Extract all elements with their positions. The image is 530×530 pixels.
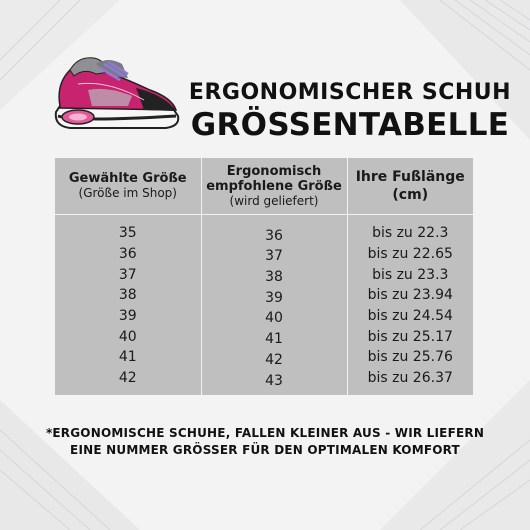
table-row [55, 285, 473, 306]
table-row [55, 215, 473, 244]
recommended-size-cell: 40 [201, 306, 347, 327]
header-recommended-size [201, 158, 347, 215]
foot-length-cell: bis zu 25.17 [347, 326, 473, 347]
recommended-size-cell: 37 [201, 244, 347, 265]
table-row [55, 264, 473, 285]
recommended-size-cell: 43 [201, 368, 347, 395]
table-row [55, 326, 473, 347]
foot-length-cell: bis zu 23.3 [347, 264, 473, 285]
header-title: Gewählte Größe [68, 171, 187, 186]
selected-size-cell: 36 [118, 246, 137, 263]
foot-length-cell: bis zu 25.76 [347, 347, 473, 368]
selected-size-cell: 35 [118, 225, 137, 242]
table-row [55, 347, 473, 368]
header-title: Ihre Fußlänge (cm) [355, 169, 465, 203]
selected-size-cell: 37 [118, 266, 137, 283]
header-foot-length [347, 158, 473, 215]
footnote [40, 425, 490, 459]
recommended-size-cell: 38 [201, 264, 347, 285]
foot-length-cell: bis zu 22.65 [347, 244, 473, 265]
header-subtitle: (Größe im Shop) [78, 186, 177, 200]
table-row [55, 306, 473, 327]
selected-size-cell: 38 [118, 287, 137, 304]
size-table [55, 158, 473, 395]
footnote-line-2: EINE NUMMER GRÖSSER FÜR DEN OPTIMALEN KOMFORT [70, 443, 460, 457]
table-header-row [55, 158, 473, 215]
table-row [55, 244, 473, 265]
selected-size-cell: 41 [118, 349, 137, 366]
selected-size-cell: 39 [118, 308, 137, 325]
selected-size-cell: 40 [118, 328, 137, 345]
header-selected-size [55, 158, 201, 215]
header-title: Ergonomisch empfohlene Größe [206, 163, 342, 194]
foot-length-cell: bis zu 24.54 [347, 306, 473, 327]
heading-line-2: GRÖSSENTABELLE [190, 107, 510, 143]
recommended-size-cell: 41 [201, 326, 347, 347]
recommended-size-cell: 36 [201, 215, 347, 244]
foot-length-cell: bis zu 22.3 [347, 215, 473, 244]
page-heading [150, 80, 530, 143]
footnote-line-1: *ERGONOMISCHE SCHUHE, FALLEN KLEINER AUS - WIR LIEFERN [45, 426, 485, 440]
recommended-size-cell: 39 [201, 285, 347, 306]
selected-size-cell: 42 [118, 370, 137, 387]
foot-length-cell: bis zu 23.94 [347, 285, 473, 306]
header-subtitle: (wird geliefert) [229, 193, 319, 208]
recommended-size-cell: 42 [201, 347, 347, 368]
table-row [55, 368, 473, 395]
heading-line-1: ERGONOMISCHER SCHUH [188, 80, 512, 105]
foot-length-cell: bis zu 26.37 [347, 368, 473, 395]
